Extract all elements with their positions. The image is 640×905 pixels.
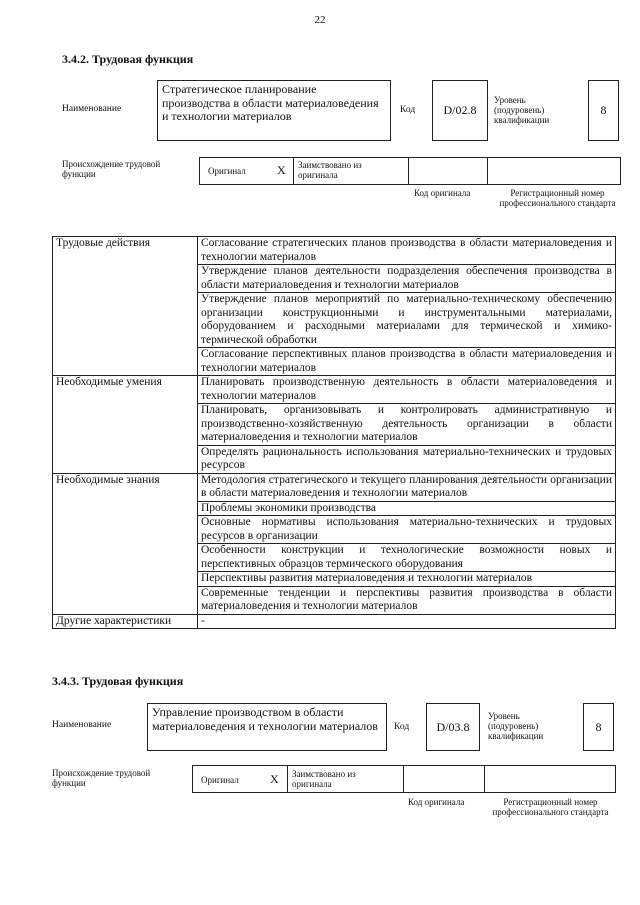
code-original-caption: Код оригинала: [414, 188, 471, 198]
borrowed-label: Заимствовано из оригинала: [292, 769, 356, 789]
divider: [487, 158, 488, 184]
section-heading: 3.4.3. Трудовая функция: [52, 674, 184, 688]
level-label: Уровень (подуровень) квалификации: [488, 711, 544, 741]
original-label: Оригинал: [208, 166, 246, 176]
function-table: [52, 236, 616, 629]
divider: [287, 766, 288, 792]
table-cell: Перспективы развития материаловедения и технологии материалов: [198, 572, 616, 587]
table-cell: -: [198, 614, 616, 629]
function-name-box: Стратегическое планирование производства в области материаловедения и технологии материалов: [157, 80, 391, 141]
name-label: Наименование: [52, 720, 112, 730]
table-row: [53, 473, 616, 501]
group-label: Необходимые знания: [53, 473, 198, 614]
group-label: Необходимые умения: [53, 376, 198, 474]
reg-number-caption: Регистрационный номер профессионального стандарта: [492, 797, 609, 817]
code-value-box: D/03.8: [426, 703, 480, 751]
code-label: Код: [394, 722, 410, 732]
table-cell: Утверждение планов деятельности подразделения обеспечения производства в области материаловедения и технологии материалов: [198, 265, 616, 293]
code-original-caption: Код оригинала: [408, 797, 465, 807]
table-cell: Согласование стратегических планов производства в области материаловедения и технологии материалов: [198, 237, 616, 265]
origin-row: [199, 157, 621, 185]
name-label: Наименование: [62, 104, 122, 114]
page-number: 22: [314, 14, 326, 26]
table-cell: Планировать производственную деятельность в области материаловедения и технологии материалов: [198, 376, 616, 404]
divider: [408, 158, 409, 184]
origin-row: [192, 765, 616, 793]
divider: [293, 158, 294, 184]
level-label: Уровень (подуровень) квалификации: [494, 95, 550, 125]
original-label: Оригинал: [201, 775, 239, 785]
table-cell: Особенности конструкции и технологические возможности новых и перспективных образцов термического оборудования: [198, 544, 616, 572]
table-cell: Согласование перспективных планов производства в области материаловедения и технологии материалов: [198, 348, 616, 376]
table-cell: Утверждение планов мероприятий по материально-техническому обеспечению организации конструкционными и инструментальными материалами, оборудованием и расходными материалами для термической и химико-термической обработки: [198, 293, 616, 348]
group-label: Другие характеристики: [53, 614, 198, 629]
table-cell: Проблемы экономики производства: [198, 501, 616, 516]
origin-label: Происхождение трудовой функции: [62, 159, 161, 179]
origin-label: Происхождение трудовой функции: [52, 768, 151, 788]
section-heading: 3.4.2. Трудовая функция: [62, 52, 194, 66]
original-mark: X: [277, 163, 286, 177]
group-label: Трудовые действия: [53, 237, 198, 376]
code-value-box: D/02.8: [432, 80, 488, 141]
divider: [484, 766, 485, 792]
level-value-box: 8: [588, 80, 619, 141]
table-cell: Методология стратегического и текущего планирования деятельности организации в области материаловедения и технологии материалов: [198, 473, 616, 501]
table-cell: Планировать, организовывать и контролировать административную и производственно-хозяйственную деятельность организации в области материаловедения и технологии материалов: [198, 404, 616, 446]
reg-number-caption: Регистрационный номер профессионального стандарта: [499, 188, 616, 208]
original-mark: X: [270, 772, 279, 786]
table-cell: Современные тенденции и перспективы развития производства в области материаловедения и технологии материалов: [198, 586, 616, 614]
table-cell: Основные нормативы использования материально-технических и трудовых ресурсов в организации: [198, 516, 616, 544]
function-name-box: Управление производством в области материаловедения и технологии материалов: [147, 703, 387, 751]
borrowed-label: Заимствовано из оригинала: [298, 160, 362, 180]
table-row: [53, 376, 616, 404]
code-label: Код: [400, 105, 416, 115]
table-row: [53, 237, 616, 265]
divider: [403, 766, 404, 792]
table-row: [53, 614, 616, 629]
table-cell: Определять рациональность использования материально-технических и трудовых ресурсов: [198, 445, 616, 473]
level-value-box: 8: [583, 703, 614, 751]
